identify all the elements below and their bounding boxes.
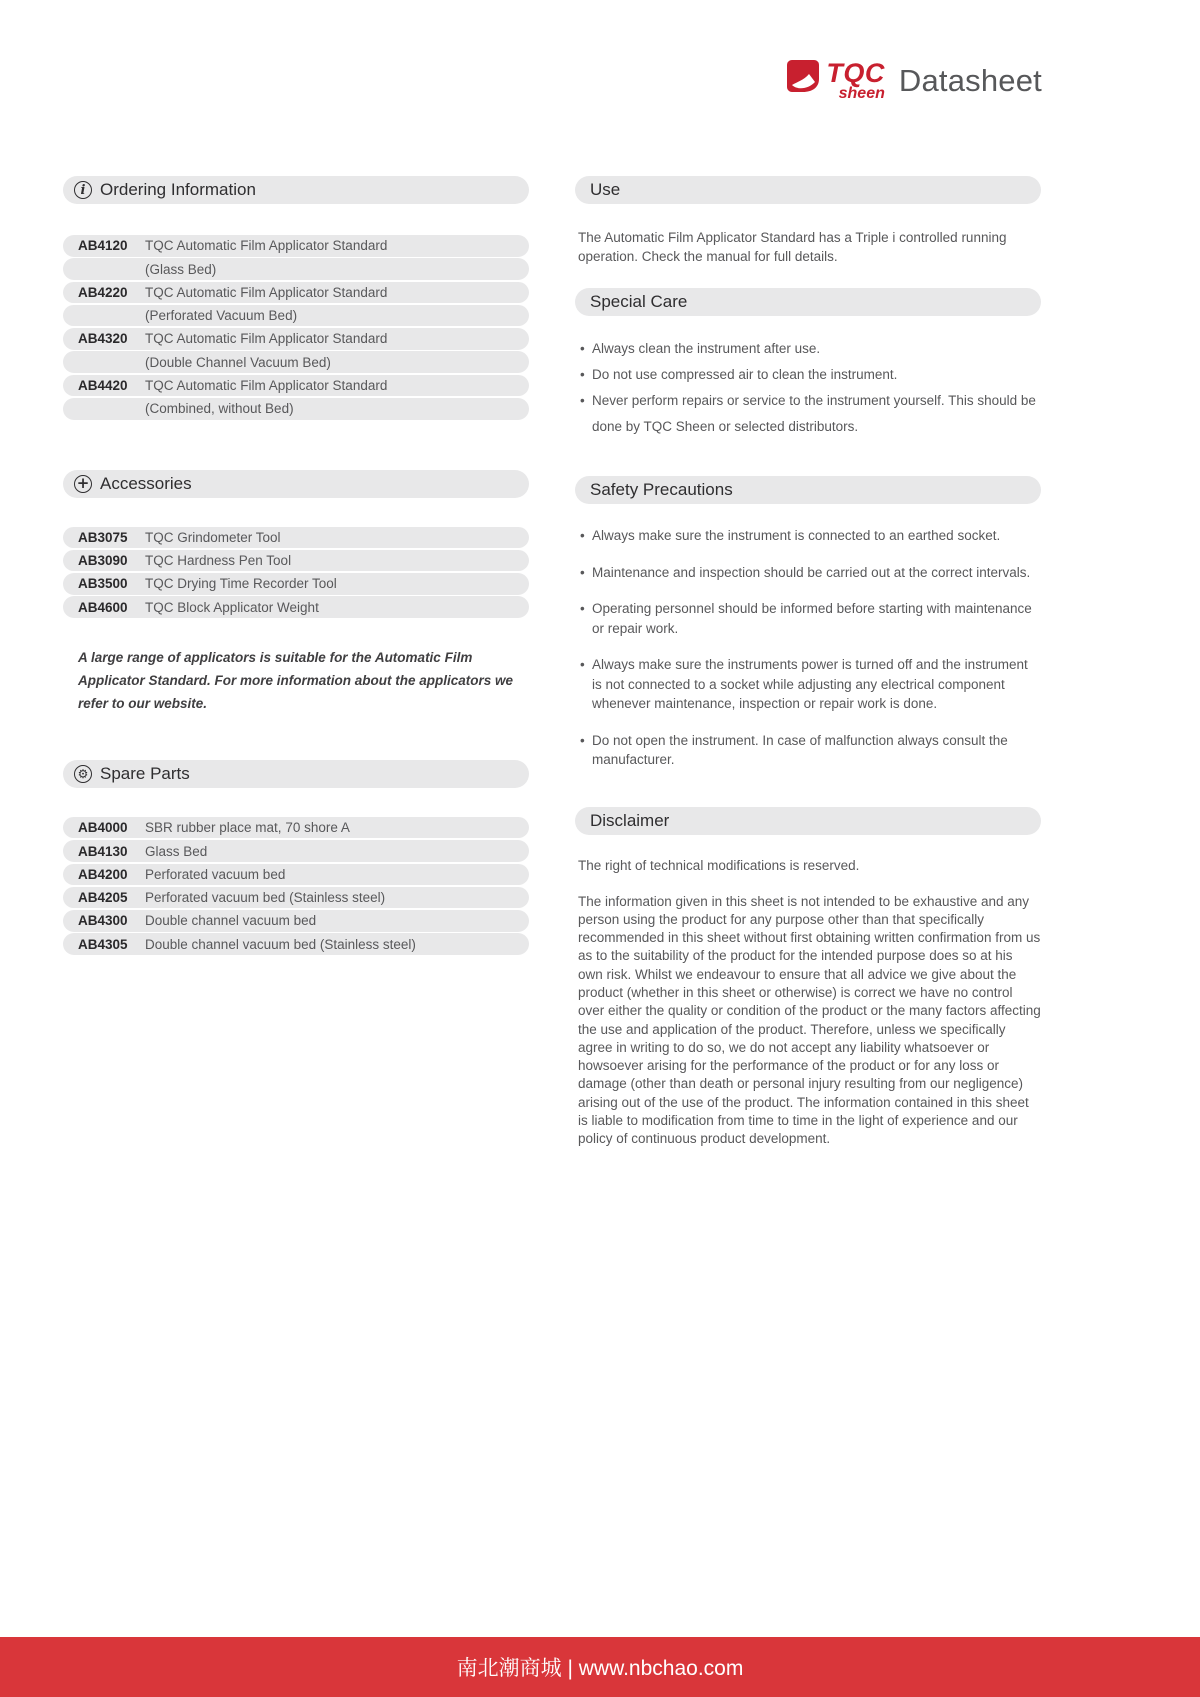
section-header-safety-precautions [575,476,1041,504]
product-description: Perforated vacuum bed (Stainless steel) [145,890,386,906]
section-header-use [575,176,1041,204]
product-code: AB4000 [78,820,128,836]
logo-sheen: sheen [838,85,885,102]
product-code: AB4120 [78,238,128,254]
datasheet-title: Datasheet [898,63,1042,98]
section-title: Accessories [100,473,192,493]
logo-text [826,60,885,102]
product-code: AB4220 [78,284,128,300]
table-row [63,817,529,839]
tqc-logo-mark-icon [784,60,822,92]
product-code: AB4300 [78,913,128,929]
bullet-item: • Always make sure the instrument is connected to an earthed socket. [579,526,1041,546]
table-row [63,864,529,886]
table-row [63,398,529,420]
product-code: AB3090 [78,553,128,569]
product-description: Perforated vacuum bed [145,866,286,882]
product-code: AB4130 [78,843,128,859]
product-description: TQC Block Applicator Weight [145,599,319,615]
bullet-item: • Always clean the instrument after use. [579,336,1041,362]
spare-parts-table [63,817,529,955]
section-title: Disclaimer [590,810,670,830]
product-code: AB4200 [78,866,128,882]
table-row [63,375,529,397]
bullet-item: • Do not use compressed air to clean the instrument. [579,362,1041,388]
bullet-item: • Operating personnel should be informed before starting with maintenance or repair work. [579,599,1041,638]
product-description: (Perforated Vacuum Bed) [145,308,298,324]
product-description: TQC Grindometer Tool [145,529,281,545]
product-code: AB4205 [78,890,128,906]
product-description: TQC Hardness Pen Tool [145,553,292,569]
table-row [63,527,529,549]
disclaimer-line1: The right of technical modifications is reserved. [578,857,860,873]
table-row [63,550,529,572]
footer-text: 南北潮商城 | www.nbchao.com [456,1657,744,1680]
safety-precautions-list [575,526,1041,770]
product-description: TQC Automatic Film Applicator Standard [145,331,388,347]
table-row [63,840,529,862]
product-code: AB3075 [78,529,128,545]
product-code: AB4420 [78,378,128,394]
section-header-special-care [575,288,1041,316]
section-header-ordering-information [63,176,529,204]
ordering-table [63,235,529,420]
applicators-note: A large range of applicators is suitable for the Automatic Film Applicator Standard. For more information about the applicators we refer to our website. [78,649,514,711]
bullet-item: • Maintenance and inspection should be carried out at the correct intervals. [579,563,1041,583]
right-column [575,176,1041,1149]
section-header-disclaimer [575,807,1041,835]
table-row [63,258,529,280]
section-title: Use [590,180,621,199]
section-header-accessories [63,470,529,498]
accessories-table [63,527,529,618]
left-column [63,176,529,957]
use-text: The Automatic Film Applicator Standard has a Triple i controlled running operation. Check the manual for full details. [578,230,1007,264]
table-row [63,305,529,327]
product-description: (Glass Bed) [145,261,217,277]
product-description: SBR rubber place mat, 70 shore A [145,820,350,836]
product-code: AB4600 [78,599,128,615]
product-code: AB3500 [78,576,128,592]
table-row [63,351,529,373]
info-icon: i [74,181,92,199]
product-description: Double channel vacuum bed [145,913,317,929]
bullet-item: • Always make sure the instruments power is turned off and the instrument is not connected to a socket while adjusting any electrical component whenever maintenance, inspection or repair work is done. [579,655,1041,714]
table-row [63,573,529,595]
table-row [63,933,529,955]
section-header-spare-parts [63,760,529,788]
product-description: (Double Channel Vacuum Bed) [145,354,331,370]
special-care-list [575,336,1041,440]
bullet-item: • Never perform repairs or service to the instrument yourself. This should be done by TQC Sheen or selected distributors. [579,388,1041,440]
tqc-sheen-logo [784,60,885,102]
section-title: Safety Precautions [590,480,733,499]
product-description: Double channel vacuum bed (Stainless steel) [145,936,416,952]
product-description: TQC Automatic Film Applicator Standard [145,378,388,394]
footer-bar [0,1637,1200,1697]
wrench-icon: ⚙ [74,765,92,783]
plus-icon: + [74,475,92,493]
logo-tqc: TQC [826,58,885,88]
table-row [63,328,529,350]
disclaimer-body: The information given in this sheet is not intended to be exhaustive and any person using the product for any purpose other than that specifically recommended in this sheet without first obtaining written confirmation from us as to the suitability of the product for the intended purpose does so at his own risk. Whilst we endeavour to ensure that all advice we give about the product (whether in this sheet or otherwise) is correct we have no control over either the quality or condition of the product or the many factors affecting the use and application of the product. Therefore, unless we specifically agree in writing to do so, we do not accept any liability whatsoever or howsoever arising for the performance of the product or for any loss or damage (other than death or personal injury resulting from our negligence) arising out of the use of the product. The information contained in this sheet is liable to modification from time to time in the light of experience and our policy of continuous product development. [578,893,1041,1147]
section-title: Special Care [590,292,688,311]
product-description: (Combined, without Bed) [145,401,294,417]
product-description: Glass Bed [145,843,208,859]
table-row [63,282,529,304]
brand-header [784,60,1042,102]
table-row [63,887,529,909]
product-code: AB4305 [78,936,128,952]
product-code: AB4320 [78,331,128,347]
section-title: Ordering Information [100,180,256,199]
section-title: Spare Parts [100,763,190,783]
table-row [63,235,529,257]
bullet-item: • Do not open the instrument. In case of malfunction always consult the manufacturer. [579,731,1041,770]
product-description: TQC Drying Time Recorder Tool [145,576,337,592]
product-description: TQC Automatic Film Applicator Standard [145,238,388,254]
table-row [63,596,529,618]
table-row [63,910,529,932]
product-description: TQC Automatic Film Applicator Standard [145,284,388,300]
